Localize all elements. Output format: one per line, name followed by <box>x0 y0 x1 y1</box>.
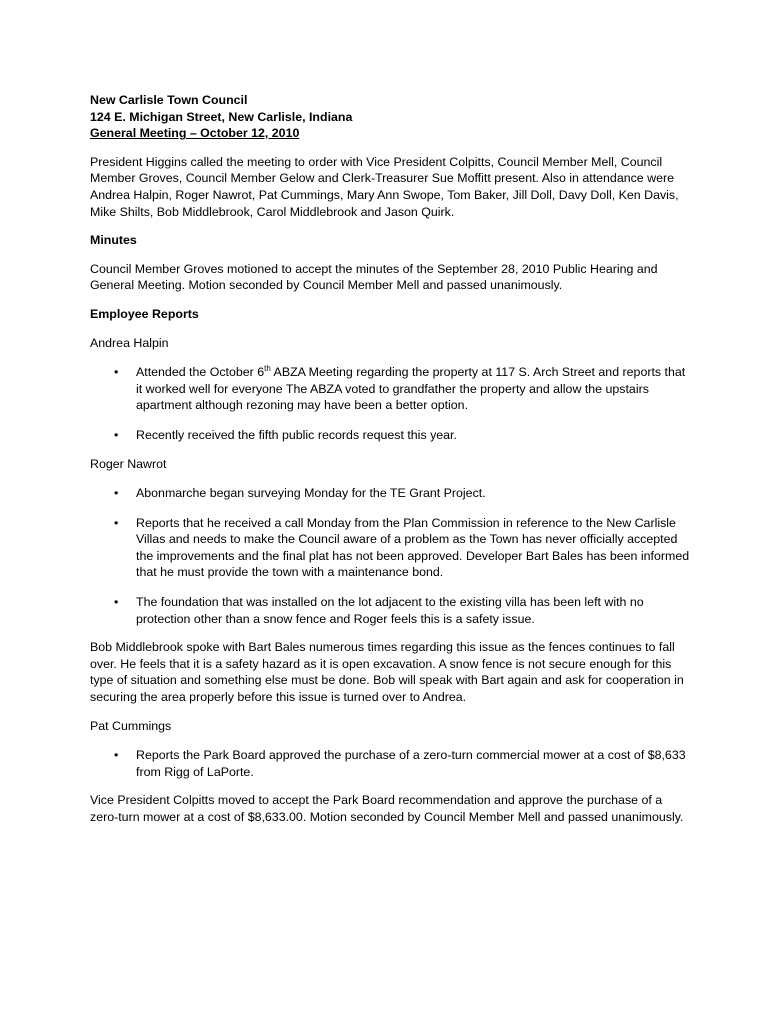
nawrot-report-list <box>90 485 690 627</box>
list-item-text: ABZA Meeting regarding the property at 117 S. Arch Street and reports that it worked well for everyone The ABZA voted to grandfather the property and allow the upstairs apartment although rezoning may have been a better option. <box>136 365 686 413</box>
list-item-text: Recently received the fifth public records request this year. <box>136 427 457 442</box>
list-item <box>90 485 690 502</box>
bullet-icon: • <box>114 748 119 763</box>
reporter-name-cummings: Pat Cummings <box>90 718 172 733</box>
bullet-icon: • <box>114 595 119 610</box>
list-item <box>90 427 690 444</box>
list-item <box>90 594 690 627</box>
park-board-motion-paragraph: Vice President Colpitts moved to accept the Park Board recommendation and approve the purchase of a zero-turn mower at a cost of $8,633.00. Motion seconded by Council Member Mell and passed unanimously. <box>90 793 684 824</box>
meeting-title: General Meeting – October 12, 2010 <box>90 126 300 141</box>
reporter-name-halpin: Andrea Halpin <box>90 335 169 350</box>
list-item <box>90 747 690 780</box>
minutes-paragraph: Council Member Groves motioned to accept the minutes of the September 28, 2010 Public Hearing and General Meeting. Motion seconded by Council Member Mell and passed unanimously. <box>90 261 658 293</box>
document-page <box>90 92 690 826</box>
list-item-text: Reports the Park Board approved the purchase of a zero-turn commercial mower at a cost of $8,633 from Rigg of LaPorte. <box>136 748 686 779</box>
middlebrook-paragraph: Bob Middlebrook spoke with Bart Bales numerous times regarding this issue as the fences continues to fall over. He feels that it is a safety hazard as it is open excavation. A snow fence is not secure enough for this type of situation and something else must be done. Bob will speak with Bart again and ask for cooperation in securing the area properly before this issue is turned over to Andrea. <box>90 640 684 705</box>
list-item-text: Attended the October 6 <box>136 365 265 380</box>
ordinal-suffix: th <box>264 364 271 373</box>
org-name: New Carlisle Town Council <box>90 93 248 107</box>
reporter-name-nawrot: Roger Nawrot <box>90 456 167 471</box>
bullet-icon: • <box>114 365 119 380</box>
list-item-text: Reports that he received a call Monday from the Plan Commission in reference to the New Carlisle Villas and needs to make the Council aware of a problem as the Town has never officially accepted the improvements and the final plat has not been approved. Developer Bart Bales has been informed that he must provide the town with a maintenance bond. <box>136 515 690 580</box>
list-item <box>90 515 690 581</box>
list-item-text: The foundation that was installed on the lot adjacent to the existing villa has been left with no protection other than a snow fence and Roger feels this is a safety issue. <box>136 595 644 626</box>
list-item <box>90 364 690 414</box>
intro-paragraph: President Higgins called the meeting to order with Vice President Colpitts, Council Member Mell, Council Member Groves, Council Member Gelow and Clerk-Treasurer Sue Moffitt present. Also in attendance were Andrea Halpin, Roger Nawrot, Pat Cummings, Mary Ann Swope, Tom Baker, Jill Doll, Davy Doll, Ken Davis, Mike Shilts, Bob Middlebrook, Carol Middlebrook and Jason Quirk. <box>90 154 679 219</box>
employee-reports-heading: Employee Reports <box>90 306 199 321</box>
address: 124 E. Michigan Street, New Carlisle, Indiana <box>90 109 353 124</box>
cummings-report-list <box>90 747 690 780</box>
minutes-heading: Minutes <box>90 233 137 248</box>
list-item-text: Abonmarche began surveying Monday for the TE Grant Project. <box>136 486 486 501</box>
bullet-icon: • <box>114 515 119 530</box>
halpin-report-list <box>90 364 690 443</box>
bullet-icon: • <box>114 427 119 442</box>
bullet-icon: • <box>114 486 119 501</box>
